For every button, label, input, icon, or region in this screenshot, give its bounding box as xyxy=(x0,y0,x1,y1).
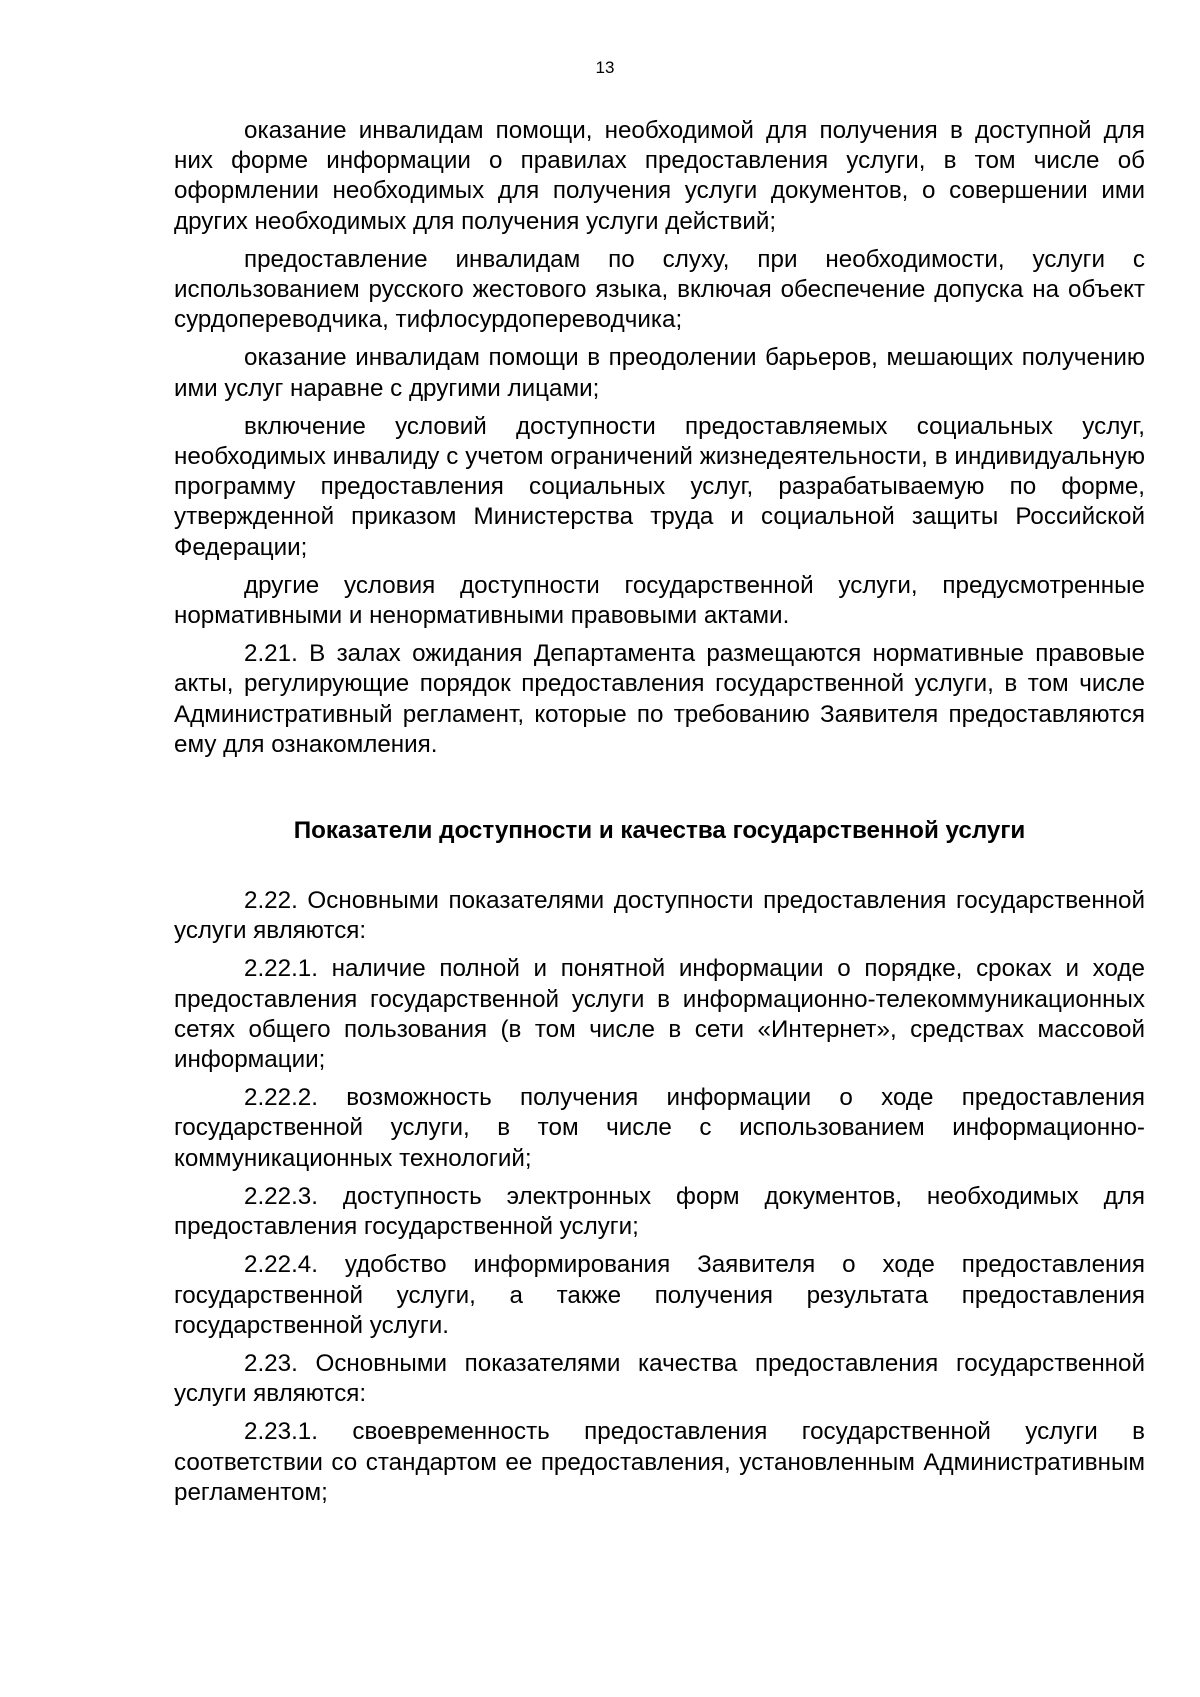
paragraph-2-22: 2.22. Основными показателями доступности предоставления государственной услуги являются: xyxy=(174,887,1145,945)
section-heading: Показатели доступности и качества государственной услуги xyxy=(293,817,1026,845)
paragraph-barrier-assistance: оказание инвалидам помощи в преодолении барьеров, мешающих получению ими услуг наравне с другими лицами; xyxy=(174,344,1145,402)
paragraph-other-conditions: другие условия доступности государственной услуги, предусмотренные нормативными и ненормативными правовыми актами. xyxy=(174,571,1145,630)
paragraph-individual-program: включение условий доступности предоставляемых социальных услуг, необходимых инвалиду с учетом ограничений жизнедеятельности, в индивидуальную программу предоставления социальных услуг, разрабатываемую по форме, утвержденной приказом Министерства труда и социальной защиты Российской Федерации; xyxy=(174,412,1145,561)
paragraph-2-21: 2.21. В залах ожидания Департамента размещаются нормативные правовые акты, регулирующие порядок предоставления государственной услуги, в том числе Административный регламент, которые по требованию Заявителя предоставляются ему для ознакомления. xyxy=(174,640,1145,758)
paragraph-2-23-1: 2.23.1. своевременность предоставления государственной услуги в соответствии со стандартом ее предоставления, установленным Административным регламентом; xyxy=(174,1418,1145,1506)
paragraph-2-22-2: 2.22.2. возможность получения информации о ходе предоставления государственной услуги, в том числе с использованием информационно-коммуникационных технологий; xyxy=(174,1084,1145,1172)
paragraph-sign-language: предоставление инвалидам по слуху, при необходимости, услуги с использованием русского жестового языка, включая обеспечение допуска на объект сурдопереводчика, тифлосурдопереводчика; xyxy=(174,245,1145,334)
paragraph-2-22-1: 2.22.1. наличие полной и понятной информации о порядке, сроках и ходе предоставления государственной услуги в информационно-телекоммуникационных сетях общего пользования (в том числе в сети «Интернет», средствах массовой информации; xyxy=(174,955,1145,1074)
paragraph-2-22-3: 2.22.3. доступность электронных форм документов, необходимых для предоставления государственной услуги; xyxy=(174,1182,1145,1241)
paragraph-2-23: 2.23. Основными показателями качества предоставления государственной услуги являются: xyxy=(174,1349,1145,1408)
paragraph-assistance-information: оказание инвалидам помощи, необходимой для получения в доступной для них форме информации о правилах предоставления услуги, в том числе об оформлении необходимых для получения услуги документов, о совершении ими других необходимых для получения услуги действий; xyxy=(174,117,1145,235)
document-body xyxy=(174,116,1145,1516)
page-number: 13 xyxy=(595,58,615,77)
paragraph-2-22-4: 2.22.4. удобство информирования Заявителя о ходе предоставления государственной услуги, а также получения результата предоставления государственной услуги. xyxy=(174,1251,1145,1339)
